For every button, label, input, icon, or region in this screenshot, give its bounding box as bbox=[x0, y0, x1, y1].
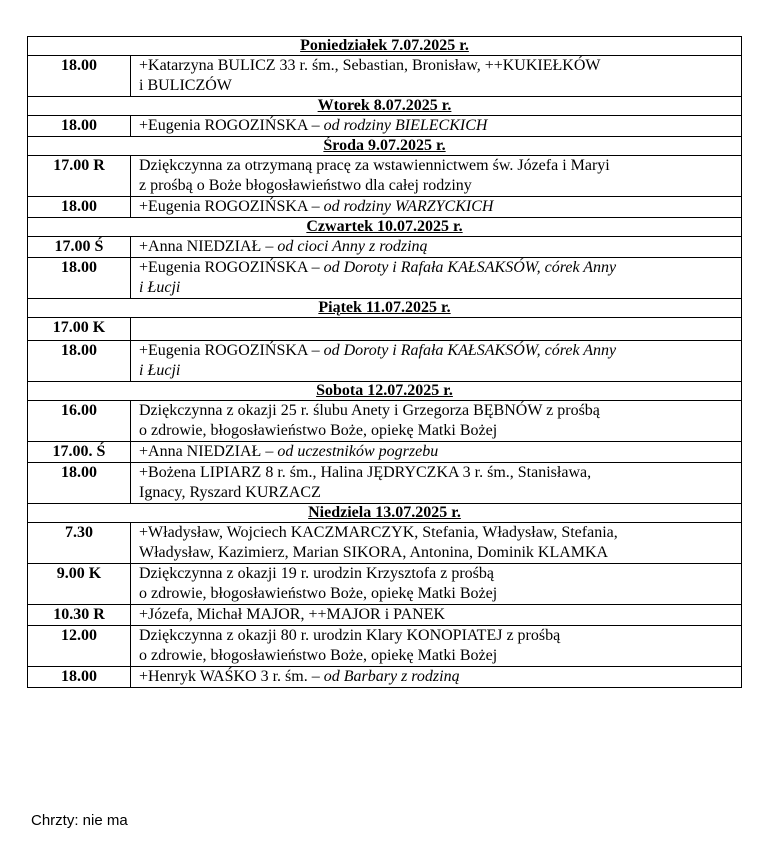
intention-note-line2: i Łucji bbox=[139, 279, 181, 296]
mass-time: 18.00 bbox=[28, 197, 131, 218]
day-heading: Środa 9.07.2025 r. bbox=[28, 137, 742, 156]
mass-time: 10.30 R bbox=[28, 605, 131, 626]
intention-text: +Eugenia ROGOZIŃSKA – bbox=[139, 259, 324, 276]
intention-text: +Henryk WAŚKO 3 r. śm. – bbox=[139, 668, 324, 685]
intention-text-line2: Ignacy, Ryszard KURZACZ bbox=[139, 484, 321, 501]
mass-row bbox=[28, 237, 742, 258]
intention-note: od Barbary z rodziną bbox=[323, 668, 460, 685]
mass-intention bbox=[131, 667, 742, 688]
intention-note: od rodziny WARZYCKICH bbox=[323, 198, 494, 215]
mass-time: 16.00 bbox=[28, 401, 131, 442]
mass-intention bbox=[131, 463, 742, 504]
mass-time: 18.00 bbox=[28, 667, 131, 688]
mass-time: 7.30 bbox=[28, 523, 131, 564]
intention-note-line2: i Łucji bbox=[139, 362, 181, 379]
mass-row bbox=[28, 626, 742, 667]
mass-intention bbox=[131, 564, 742, 605]
mass-intention bbox=[131, 116, 742, 137]
day-heading: Czwartek 10.07.2025 r. bbox=[28, 218, 742, 237]
mass-row bbox=[28, 442, 742, 463]
intention-text-line2: o zdrowie, błogosławieństwo Boże, opiekę Matki Bożej bbox=[139, 422, 498, 439]
day-heading: Piątek 11.07.2025 r. bbox=[28, 299, 742, 318]
mass-time: 17.00 Ś bbox=[28, 237, 131, 258]
day-header-row bbox=[28, 37, 742, 56]
day-header-row bbox=[28, 504, 742, 523]
mass-time: 17.00 K bbox=[28, 318, 131, 341]
mass-intention bbox=[131, 258, 742, 299]
mass-row bbox=[28, 523, 742, 564]
mass-row bbox=[28, 258, 742, 299]
mass-intention bbox=[131, 156, 742, 197]
mass-row bbox=[28, 156, 742, 197]
mass-row bbox=[28, 564, 742, 605]
mass-intention bbox=[131, 523, 742, 564]
mass-row bbox=[28, 56, 742, 97]
mass-intention bbox=[131, 605, 742, 626]
intention-note: od Doroty i Rafała KAŁSAKSÓW, córek Anny bbox=[323, 259, 617, 276]
intention-text-line2: Władysław, Kazimierz, Marian SIKORA, Antonina, Dominik KLAMKA bbox=[139, 544, 609, 561]
intention-text: +Anna NIEDZIAŁ – bbox=[139, 238, 278, 255]
intention-text-line2: o zdrowie, błogosławieństwo Boże, opiekę Matki Bożej bbox=[139, 585, 498, 602]
mass-time: 18.00 bbox=[28, 341, 131, 382]
mass-intention-empty bbox=[131, 318, 742, 341]
mass-time: 18.00 bbox=[28, 258, 131, 299]
mass-time: 17.00 R bbox=[28, 156, 131, 197]
intention-note: od cioci Anny z rodziną bbox=[277, 238, 428, 255]
mass-intention bbox=[131, 197, 742, 218]
intention-text: +Józefa, Michał MAJOR, ++MAJOR i PANEK bbox=[139, 606, 446, 623]
intention-text: +Anna NIEDZIAŁ – bbox=[139, 443, 278, 460]
intention-note: od uczestników pogrzebu bbox=[277, 443, 439, 460]
day-header-row bbox=[28, 137, 742, 156]
mass-row bbox=[28, 605, 742, 626]
mass-intention bbox=[131, 341, 742, 382]
mass-intentions-table bbox=[27, 36, 742, 688]
intention-text: Dziękczynna z okazji 80 r. urodzin Klary KONOPIATEJ z prośbą bbox=[139, 627, 561, 644]
mass-intention bbox=[131, 56, 742, 97]
intention-text-line2: i BULICZÓW bbox=[139, 77, 232, 94]
mass-row bbox=[28, 318, 742, 341]
intention-text: +Eugenia ROGOZIŃSKA – bbox=[139, 117, 324, 134]
day-header-row bbox=[28, 382, 742, 401]
intention-text-line2: o zdrowie, błogosławieństwo Boże, opiekę Matki Bożej bbox=[139, 647, 498, 664]
intention-note: od Doroty i Rafała KAŁSAKSÓW, córek Anny bbox=[323, 342, 617, 359]
day-heading: Niedziela 13.07.2025 r. bbox=[28, 504, 742, 523]
intention-text: +Władysław, Wojciech KACZMARCZYK, Stefania, Władysław, Stefania, bbox=[139, 524, 618, 541]
mass-intention bbox=[131, 237, 742, 258]
mass-row bbox=[28, 401, 742, 442]
mass-intention bbox=[131, 442, 742, 463]
intention-text: +Eugenia ROGOZIŃSKA – bbox=[139, 342, 324, 359]
day-heading: Poniedziałek 7.07.2025 r. bbox=[28, 37, 742, 56]
intention-text: Dziękczynna z okazji 19 r. urodzin Krzysztofa z prośbą bbox=[139, 565, 494, 582]
mass-time: 18.00 bbox=[28, 116, 131, 137]
mass-time: 12.00 bbox=[28, 626, 131, 667]
day-header-row bbox=[28, 97, 742, 116]
intention-text-line2: z prośbą o Boże błogosławieństwo dla całej rodziny bbox=[139, 177, 472, 194]
intention-note: od rodziny BIELECKICH bbox=[323, 117, 488, 134]
mass-row bbox=[28, 116, 742, 137]
mass-row bbox=[28, 341, 742, 382]
mass-time: 18.00 bbox=[28, 463, 131, 504]
day-header-row bbox=[28, 218, 742, 237]
mass-time: 9.00 K bbox=[28, 564, 131, 605]
day-heading: Sobota 12.07.2025 r. bbox=[28, 382, 742, 401]
mass-row bbox=[28, 667, 742, 688]
mass-intention bbox=[131, 626, 742, 667]
baptisms-note: Chrzty: nie ma bbox=[31, 812, 128, 829]
day-header-row bbox=[28, 299, 742, 318]
intention-text: +Bożena LIPIARZ 8 r. śm., Halina JĘDRYCZKA 3 r. śm., Stanisława, bbox=[139, 464, 592, 481]
day-heading: Wtorek 8.07.2025 r. bbox=[28, 97, 742, 116]
mass-intention bbox=[131, 401, 742, 442]
intention-text: +Katarzyna BULICZ 33 r. śm., Sebastian, Bronisław, ++KUKIEŁKÓW bbox=[139, 57, 601, 74]
mass-row bbox=[28, 463, 742, 504]
mass-time: 17.00. Ś bbox=[28, 442, 131, 463]
mass-row bbox=[28, 197, 742, 218]
intention-text: Dziękczynna z okazji 25 r. ślubu Anety i Grzegorza BĘBNÓW z prośbą bbox=[139, 402, 600, 419]
intention-text: +Eugenia ROGOZIŃSKA – bbox=[139, 198, 324, 215]
mass-time: 18.00 bbox=[28, 56, 131, 97]
intention-text: Dziękczynna za otrzymaną pracę za wstawiennictwem św. Józefa i Maryi bbox=[139, 157, 610, 174]
